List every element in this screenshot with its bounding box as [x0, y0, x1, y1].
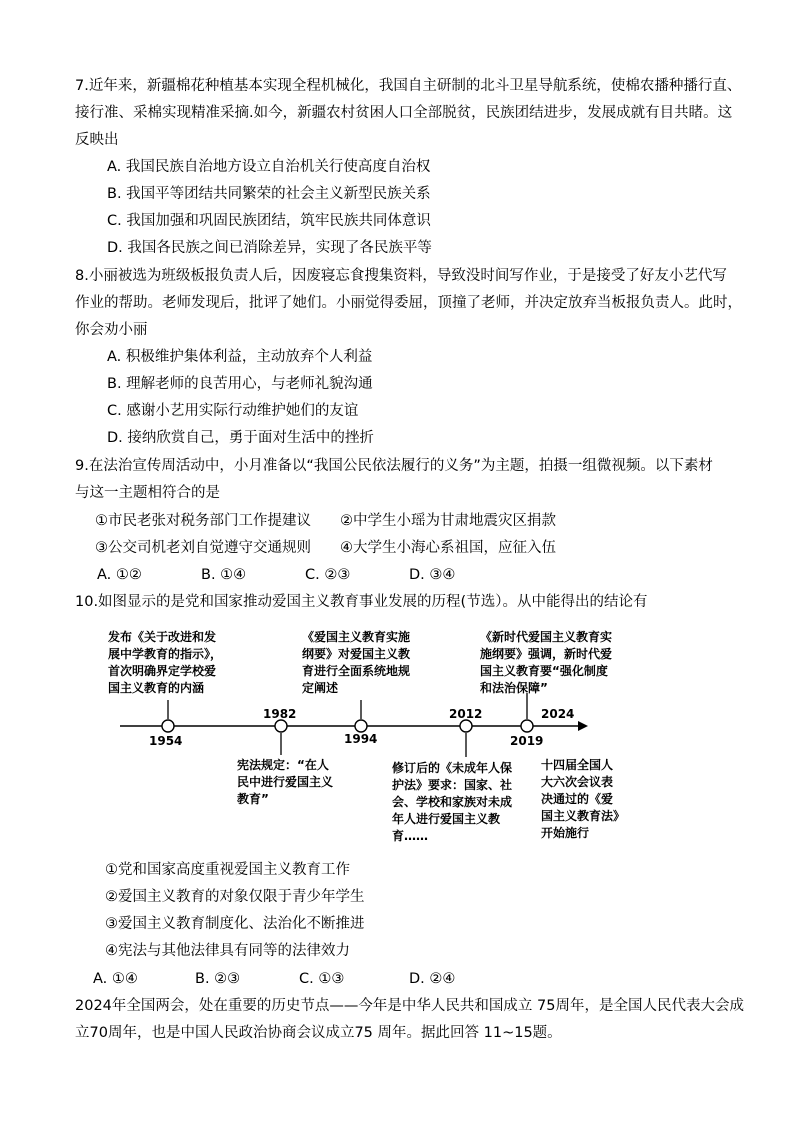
- note-line: 国主义教育要“强化制度: [480, 664, 608, 678]
- q10-option-d: D. ②④: [409, 971, 456, 987]
- q7-option-c: C. 我国加强和巩固民族团结，筑牢民族共同体意识: [107, 213, 431, 229]
- note-line: 年人进行爱国主义教: [392, 812, 501, 826]
- note-line: 育……: [392, 829, 429, 843]
- note-line: 决通过的《爱: [541, 792, 614, 806]
- passage-line-2: 立70周年，也是中国人民政治协商会议成立75 周年。据此回答 11~15题。: [75, 1025, 562, 1041]
- node-2019: [521, 720, 533, 732]
- note-line: 修订后的《未成年人保: [392, 761, 513, 775]
- q8-option-b: B. 理解老师的良苦用心，与老师礼貌沟通: [107, 376, 373, 392]
- year-2019: 2019: [510, 734, 544, 748]
- q10-item-4: ④宪法与其他法律具有同等的法律效力: [105, 943, 350, 959]
- q10-option-a: A. ①④: [93, 971, 138, 987]
- q8-option-d: D. 接纳欣赏自己，勇于面对生活中的挫折: [107, 430, 374, 446]
- note-line: 教育”: [237, 792, 269, 806]
- q8-stem-line-1: 8.小丽被选为班级板报负责人后，因废寝忘食搜集资料，导致没时间写作业，于是接受了好友小艺代写: [75, 268, 727, 284]
- note-line: 民中进行爱国主义: [237, 775, 334, 789]
- q9-option-d: D. ③④: [409, 567, 456, 583]
- q8-stem-line-3: 你会劝小丽: [75, 322, 148, 338]
- q8-option-a: A. 积极维护集体利益，主动放弃个人利益: [107, 349, 373, 365]
- note-line: 定阐述: [302, 681, 339, 695]
- node-1994: [355, 720, 367, 732]
- q10-item-2: ②爱国主义教育的对象仅限于青少年学生: [105, 889, 365, 905]
- note-line: 育进行全面系统地规: [302, 664, 411, 678]
- q9-stem-line-1: 9.在法治宣传周活动中，小月准备以“我国公民依法履行的义务”为主题，拍摄一组微视频。以下素材: [75, 458, 713, 474]
- note-line: 纲要》对爱国主义教: [302, 647, 411, 661]
- passage-line-1: 2024年全国两会，处在重要的历史节点——今年是中华人民共和国成立 75周年，是全国人民代表大会成: [75, 998, 744, 1014]
- note-line: 开始施行: [541, 826, 590, 840]
- q10-option-c: C. ①③: [299, 971, 345, 987]
- year-2012: 2012: [449, 707, 483, 721]
- note-line: 《新时代爱国主义教育实: [480, 630, 613, 644]
- note-line: 展中学教育的指示》，: [108, 647, 223, 661]
- note-line: 国主义教育法》: [541, 809, 626, 823]
- q10-option-b: B. ②③: [195, 971, 241, 987]
- q9-option-b: B. ①④: [201, 567, 247, 583]
- year-1994: 1994: [344, 732, 378, 746]
- note-line: 国主义教育的内涵: [108, 681, 205, 695]
- note-line: 施纲要》强调，新时代爱: [480, 647, 613, 661]
- q7-option-d: D. 我国各民族之间已消除差异，实现了各民族平等: [107, 240, 432, 256]
- q7-option-b: B. 我国平等团结共同繁荣的社会主义新型民族关系: [107, 186, 431, 202]
- q7-stem-line-1: 7.近年来，新疆棉花种植基本实现全程机械化，我国自主研制的北斗卫星导航系统，使棉农播种播行直、: [75, 78, 742, 94]
- q9-option-c: C. ②③: [305, 567, 351, 583]
- note-line: 发布《关于改进和发: [108, 630, 217, 644]
- q10-item-1: ①党和国家高度重视爱国主义教育工作: [105, 862, 350, 878]
- note-line: 会、学校和家族对未成: [392, 795, 513, 809]
- note-line: 宪法规定：“在人: [237, 758, 329, 772]
- q7-stem-line-3: 反映出: [75, 132, 119, 148]
- note-line: 大六次会议表: [541, 775, 614, 789]
- note-line: 十四届全国人: [541, 758, 614, 772]
- year-1982: 1982: [263, 707, 297, 721]
- q7-option-a: A. 我国民族自治地方设立自治机关行使高度自治权: [107, 159, 431, 175]
- year-1954: 1954: [149, 734, 183, 748]
- note-line: 护法》要求：国家、社: [392, 778, 513, 792]
- q9-option-a: A. ①②: [97, 567, 142, 583]
- q10-item-3: ③爱国主义教育制度化、法治化不断推进: [105, 916, 365, 932]
- node-1954: [162, 720, 174, 732]
- node-1982: [275, 720, 287, 732]
- year-2024: 2024: [541, 707, 575, 721]
- q8-stem-line-2: 作业的帮助。老师发现后，批评了她们。小丽觉得委屈，顶撞了老师，并决定放弃当板报负责人。此时，: [75, 295, 742, 311]
- q9-item-1: ①市民老张对税务部门工作提建议: [95, 513, 311, 529]
- q10-stem: 10.如图显示的是党和国家推动爱国主义教育事业发展的历程(节选）。从中能得出的结论有: [75, 594, 648, 610]
- q9-item-3: ③公交司机老刘自觉遵守交通规则: [95, 540, 311, 556]
- q9-item-2: ②中学生小瑶为甘肃地震灾区捐款: [340, 513, 556, 529]
- q9-item-4: ④大学生小海心系祖国，应征入伍: [340, 540, 556, 556]
- q7-stem-line-2: 接行准、采棉实现精准采摘.如今，新疆农村贫困人口全部脱贫，民族团结进步，发展成就有目共睹。这: [75, 105, 733, 121]
- q9-stem-line-2: 与这一主题相符合的是: [75, 485, 220, 501]
- note-line: 《爱国主义教育实施: [302, 630, 411, 644]
- note-line: 和法治保障”: [480, 681, 548, 695]
- q8-option-c: C. 感谢小艺用实际行动维护她们的友谊: [107, 403, 359, 419]
- node-2012: [460, 720, 472, 732]
- note-line: 首次明确界定学校爱: [108, 664, 217, 678]
- axis-arrow-icon: [578, 721, 588, 731]
